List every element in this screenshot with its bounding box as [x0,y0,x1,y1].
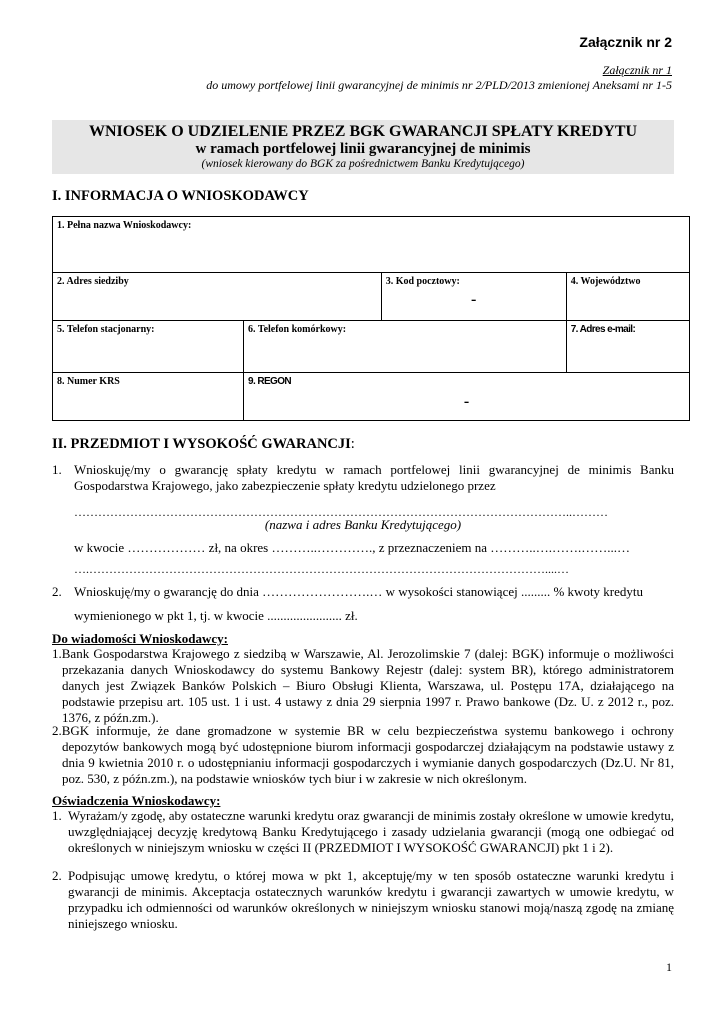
postal-code-dash: - [471,291,477,308]
purpose-dotted-line: ….……………………………………………………………………………………………………....… [74,562,569,576]
field-mobile-phone[interactable]: 6. Telefon komórkowy: [244,321,567,373]
item-2-line-1: Wnioskuję/my o gwarancję do dnia …………………….… w wysokości stanowiącej ......... % kwoty kredytu [74,584,644,599]
notice-item-2: 2.BGK informuje, że dane gromadzone w systemie BR w celu bezpieczeństwa systemu bankowego i ochrony depozytów bankowych mogą być udostępnione biurom informacji gospodarczej działającym na podstawie ustawy z dnia 9 kwietnia 2010 r. o udostępnianiu informacji gospodarczych i wymianie danych gospodarczych (Dz.U. Nr 81, poz. 530, z późn.zm.), na podstawie wniosków tych biur i w zakresie w nich określonym. [52,723,674,786]
document-note: (wniosek kierowany do BGK za pośrednictwem Banku Kredytującego) [201,158,525,170]
section-1-heading: I. INFORMACJA O WNIOSKODAWCY [52,188,309,204]
field-landline-phone[interactable]: 5. Telefon stacjonarny: [53,321,244,373]
title-box [52,120,674,174]
document-title: WNIOSEK O UDZIELENIE PRZEZ BGK GWARANCJI SPŁATY KREDYTU [88,123,638,140]
regon-dash: - [463,393,470,410]
declarations-heading: Oświadczenia Wnioskodawcy: [52,793,221,808]
field-regon[interactable]: 9. REGON - [244,373,690,421]
field-voivodeship[interactable]: 4. Województwo [566,273,689,321]
page-number: 1 [666,960,672,974]
item-2-line-2: wymienionego w pkt 1, tj. w kwocie ....................... zł. [74,608,358,623]
applicant-form [52,216,690,421]
item-1-number: 1. [52,462,62,477]
bank-dotted-line: ……………………………………………………………………………………………………………..……… [74,505,608,519]
field-krs[interactable]: 8. Numer KRS [53,373,244,421]
declaration-1-number: 1. [52,808,62,823]
bank-label: (nazwa i adres Banku Kredytującego) [264,517,462,532]
attachment-description: do umowy portfelowej linii gwarancyjnej de minimis nr 2/PLD/2013 zmienionej Aneksami nr 1-5 [206,78,672,92]
declaration-1-text: Wyrażam/y zgodę, aby ostateczne warunki kredytu oraz gwarancji de minimis zostały określone w umowie kredytu, uwzględniającej decyzję kredytową Banku Kredytującego i zasady udzielania gwarancji (mogą one odbiegać od określonych w niniejszym wniosku w części II (PRZEDMIOT I WYSOKOŚĆ GWARANCJI) pkt 1 i 2). [68,808,674,855]
amount-line: w kwocie ……………… zł, na okres ………..…………., z przeznaczeniem na ………..….…….……...… [74,540,630,555]
field-full-name[interactable]: 1. Pełna nazwa Wnioskodawcy: [53,217,690,273]
section-2-heading: II. PRZEDMIOT I WYSOKOŚĆ GWARANCJI: [52,436,355,452]
declaration-2-text: Podpisując umowę kredytu, o której mowa w pkt 1, akceptuję/my w ten sposób ostateczne warunki kredytu i gwarancji de minimis. Akceptacja ostatecznych warunków kredytu i gwarancji zawartych w umowie kredytu, w przypadku ich odmienności od warunków określonych w niniejszym wniosku stanowi moją/naszą zgodę na zmianę niniejszego wniosku. [68,868,674,931]
declaration-2-number: 2. [52,868,62,883]
notice-heading: Do wiadomości Wnioskodawcy: [52,631,229,646]
field-postal-code[interactable]: 3. Kod pocztowy: - [381,273,566,321]
field-address[interactable]: 2. Adres siedziby [53,273,382,321]
field-email[interactable]: 7. Adres e-mail: [566,321,689,373]
document-subtitle: w ramach portfelowej linii gwarancyjnej de minimis [195,141,531,157]
item-2-number: 2. [52,584,62,599]
attachment-sublabel: Załącznik nr 1 [602,63,672,77]
item-1-text: Wnioskuję/my o gwarancję spłaty kredytu w ramach portfelowej linii gwarancyjnej de minimis Banku Gospodarstwa Krajowego, jako zabezpieczenie spłaty kredytu udzielonego przez [74,462,674,493]
notice-item-1: 1.Bank Gospodarstwa Krajowego z siedzibą w Warszawie, Al. Jerozolimskie 7 (dalej: BGK) informuje o możliwości przekazania danych Wnioskodawcy do systemu Bankowy Rejestr (dalej: system BR), którego administratorem danych jest Związek Banków Polskich – Biuro Obsługi Klienta, Warszawa, ul. Postępu 17A, działającego na podstawie przepisu art. 105 ust. 1 i ust. 4 ustawy z dnia 29 sierpnia 1997 r. Prawo bankowe (Dz. U. z 2012 r., poz. 1376, z późn.zm.). [52,646,674,725]
attachment-label: Załącznik nr 2 [579,34,672,50]
